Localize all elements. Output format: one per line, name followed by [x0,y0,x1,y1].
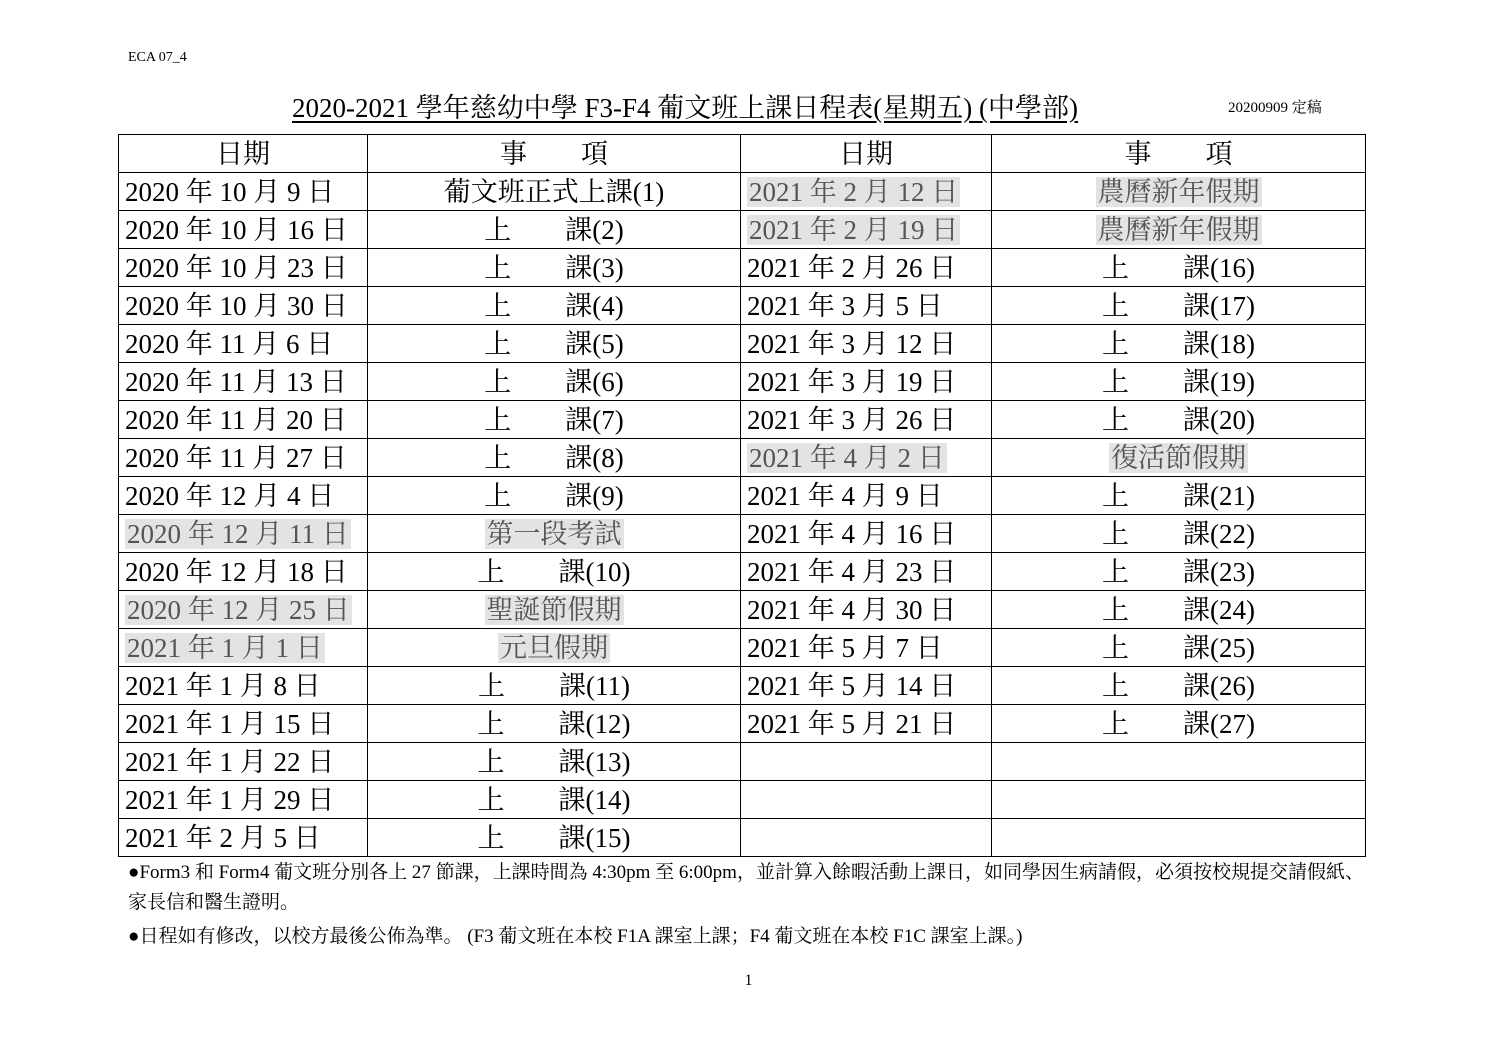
right-event-text: 上 課(25) [1102,632,1255,663]
left-date-cell [119,401,368,439]
table-row [119,667,1366,705]
left-event-text: 上 課(7) [484,404,624,435]
right-event-text: 上 課(17) [1102,290,1255,321]
left-date-text: 2020 年 12 月 11 日 [127,518,349,549]
right-date-cell [741,477,992,515]
left-date-text: 2020 年 11 月 6 日 [125,328,334,359]
right-event-cell [992,401,1366,439]
right-event-cell [992,325,1366,363]
left-event-cell [368,477,741,515]
left-event-text: 聖誕節假期 [486,594,622,625]
right-date-cell [741,325,992,363]
left-event-text: 上 課(12) [477,708,631,739]
right-event-text: 復活節假期 [1111,442,1246,473]
notes-section [128,858,1368,952]
left-event-cell [368,325,741,363]
left-event-cell [368,667,741,705]
right-event-text: 上 課(27) [1102,708,1255,739]
schedule-body [119,173,1366,857]
right-date-cell [741,211,992,249]
right-date-text: 2021 年 4 月 9 日 [747,480,943,511]
left-date-text: 2020 年 11 月 20 日 [125,404,347,435]
left-event-cell [368,515,741,553]
left-date-text: 2021 年 2 月 5 日 [125,822,321,853]
right-event-text: 上 課(22) [1102,518,1255,549]
left-date-cell [119,553,368,591]
table-row [119,477,1366,515]
left-date-cell [119,705,368,743]
right-date-cell [741,553,992,591]
left-event-text: 上 課(13) [477,746,631,777]
left-event-cell [368,439,741,477]
left-event-text: 元旦假期 [500,632,608,663]
right-event-cell [992,591,1366,629]
left-date-text: 2020 年 11 月 27 日 [125,442,347,473]
table-row [119,325,1366,363]
right-event-cell [992,705,1366,743]
left-date-cell [119,439,368,477]
left-date-text: 2020 年 10 月 16 日 [125,214,348,245]
right-event-text: 上 課(21) [1102,480,1255,511]
table-row [119,211,1366,249]
table-header-row [119,135,1366,173]
table-row [119,743,1366,781]
left-date-cell [119,211,368,249]
table-row [119,553,1366,591]
left-event-cell [368,819,741,857]
left-date-cell [119,629,368,667]
table-row [119,249,1366,287]
left-date-text: 2021 年 1 月 22 日 [125,746,335,777]
right-date-cell [741,515,992,553]
left-date-text: 2020 年 10 月 30 日 [125,290,348,321]
right-date-cell [741,629,992,667]
right-date-cell [741,287,992,325]
right-event-text: 上 課(26) [1102,670,1255,701]
left-date-text: 2021 年 1 月 29 日 [125,784,335,815]
right-date-text: 2021 年 3 月 5 日 [747,290,943,321]
right-event-text: 農曆新年假期 [1097,214,1260,245]
left-date-cell [119,325,368,363]
note-class-info: ●Form3 和 Form4 葡文班分別各上 27 節課，上課時間為 4:30pm 至 6:00pm，並計算入餘暇活動上課日，如同學因生病請假，必須按校規提交請假紙、家長信和醫生證明。 [128,862,1364,913]
right-event-cell [992,211,1366,249]
right-date-cell [741,591,992,629]
left-event-text: 上 課(9) [484,480,624,511]
left-event-cell [368,401,741,439]
page-number: 1 [744,972,753,989]
left-event-text: 上 課(6) [484,366,624,397]
right-date-text: 2021 年 4 月 23 日 [747,556,957,587]
left-event-text: 上 課(8) [484,442,624,473]
right-event-cell [992,781,1366,819]
note-schedule-change: ●日程如有修改，以校方最後公佈為準。 (F3 葡文班在本校 F1A 課室上課；F4 葡文班在本校 F1C 課室上課。) [128,926,1023,947]
left-event-text: 上 課(14) [477,784,631,815]
right-event-cell [992,819,1366,857]
header-event-right: 事 項 [992,135,1366,173]
right-date-cell [741,781,992,819]
right-event-cell [992,477,1366,515]
right-event-text: 農曆新年假期 [1097,176,1260,207]
left-event-cell [368,363,741,401]
right-event-text: 上 課(16) [1102,252,1255,283]
left-date-cell [119,591,368,629]
right-date-text: 2021 年 4 月 2 日 [749,442,945,473]
left-date-text: 2020 年 12 月 18 日 [125,556,348,587]
left-event-text: 第一段考試 [486,518,622,549]
table-row [119,705,1366,743]
left-date-text: 2021 年 1 月 15 日 [125,708,335,739]
left-event-cell [368,211,741,249]
right-event-cell [992,667,1366,705]
right-date-text: 2021 年 5 月 21 日 [747,708,957,739]
left-event-cell [368,553,741,591]
left-event-text: 上 課(11) [478,670,630,701]
table-row [119,629,1366,667]
left-date-cell [119,667,368,705]
left-date-cell [119,819,368,857]
right-event-text: 上 課(24) [1102,594,1255,625]
left-date-text: 2021 年 1 月 1 日 [127,632,323,663]
right-date-cell [741,173,992,211]
left-date-text: 2021 年 1 月 8 日 [125,670,321,701]
table-row [119,591,1366,629]
table-row [119,287,1366,325]
right-date-text: 2021 年 2 月 12 日 [749,176,959,207]
table-row [119,819,1366,857]
left-event-cell [368,705,741,743]
left-event-text: 葡文班正式上課(1) [443,176,665,207]
right-date-text: 2021 年 5 月 14 日 [747,670,957,701]
right-event-cell [992,439,1366,477]
right-event-cell [992,553,1366,591]
right-date-text: 2021 年 3 月 26 日 [747,404,957,435]
right-date-cell [741,249,992,287]
table-row [119,439,1366,477]
right-date-cell [741,705,992,743]
left-date-cell [119,515,368,553]
left-event-cell [368,591,741,629]
left-event-cell [368,173,741,211]
left-event-text: 上 課(3) [484,252,624,283]
left-date-text: 2020 年 12 月 4 日 [125,480,335,511]
left-event-text: 上 課(10) [477,556,631,587]
right-event-cell [992,287,1366,325]
left-date-cell [119,743,368,781]
right-date-text: 2021 年 3 月 19 日 [747,366,957,397]
right-event-cell [992,249,1366,287]
right-date-cell [741,439,992,477]
right-event-cell [992,173,1366,211]
right-event-cell [992,629,1366,667]
left-event-cell [368,249,741,287]
right-date-text: 2021 年 2 月 26 日 [747,252,957,283]
header-event-left: 事 項 [368,135,741,173]
table-row [119,363,1366,401]
right-date-text: 2021 年 3 月 12 日 [747,328,957,359]
left-date-text: 2020 年 10 月 23 日 [125,252,348,283]
schedule-table [118,134,1366,857]
left-date-text: 2020 年 12 月 25 日 [127,594,350,625]
table-row [119,401,1366,439]
left-event-cell [368,287,741,325]
left-date-cell [119,249,368,287]
left-event-text: 上 課(4) [484,290,624,321]
header-date-right: 日期 [741,135,992,173]
right-date-text: 2021 年 4 月 16 日 [747,518,957,549]
page-title: 2020-2021 學年慈幼中學 F3-F4 葡文班上課日程表(星期五) (中學部) [292,93,1078,123]
left-date-cell [119,173,368,211]
table-row [119,515,1366,553]
right-date-text: 2021 年 5 月 7 日 [747,632,943,663]
left-date-text: 2020 年 10 月 9 日 [125,176,335,207]
left-event-cell [368,629,741,667]
right-date-text: 2021 年 4 月 30 日 [747,594,957,625]
left-event-cell [368,743,741,781]
left-event-text: 上 課(5) [484,328,624,359]
right-date-cell [741,363,992,401]
table-row [119,781,1366,819]
table-row [119,173,1366,211]
right-event-text: 上 課(20) [1102,404,1255,435]
document-code: ECA 07_4 [128,50,187,65]
left-date-text: 2020 年 11 月 13 日 [125,366,347,397]
right-event-cell [992,743,1366,781]
left-date-cell [119,477,368,515]
left-date-cell [119,781,368,819]
right-event-text: 上 課(19) [1102,366,1255,397]
right-date-cell [741,819,992,857]
version-stamp: 20200909 定稿 [1228,100,1322,116]
right-date-cell [741,667,992,705]
header-date-left: 日期 [119,135,368,173]
right-date-text: 2021 年 2 月 19 日 [749,214,959,245]
right-date-cell [741,401,992,439]
left-event-cell [368,781,741,819]
right-event-cell [992,363,1366,401]
right-date-cell [741,743,992,781]
left-date-cell [119,287,368,325]
right-event-text: 上 課(18) [1102,328,1255,359]
right-event-cell [992,515,1366,553]
left-event-text: 上 課(15) [477,822,631,853]
right-event-text: 上 課(23) [1102,556,1255,587]
left-event-text: 上 課(2) [484,214,624,245]
left-date-cell [119,363,368,401]
